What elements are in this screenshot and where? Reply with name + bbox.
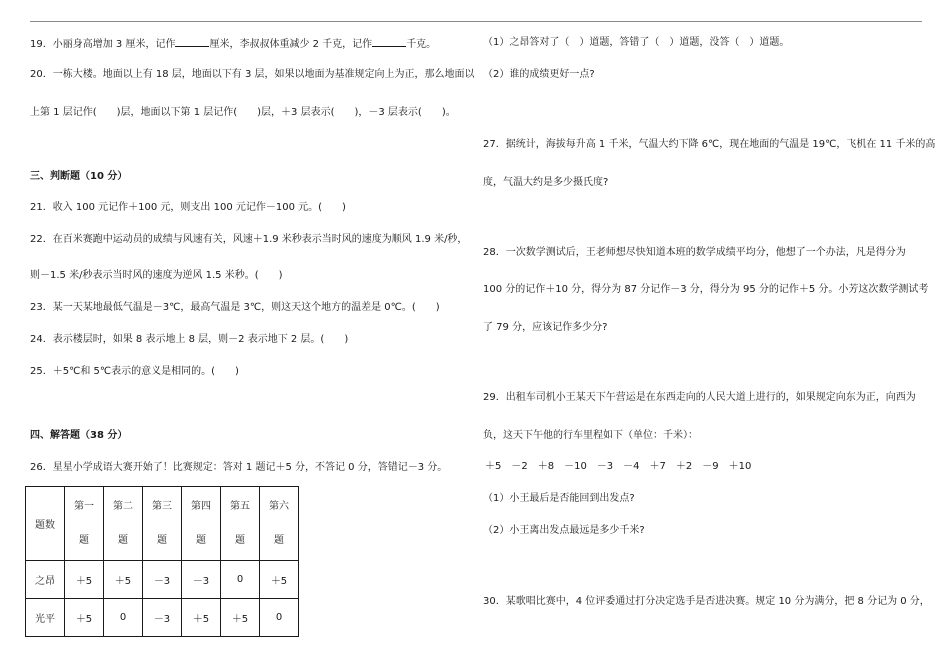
table-header-cell: 第二 题 bbox=[104, 487, 143, 561]
table-cell: ＋5 bbox=[65, 599, 104, 637]
question-30: 30．某歌唱比赛中，4 位评委通过打分决定选手是否进决赛。规定 10 分为满分，把 8 分记为 0 分， bbox=[483, 596, 930, 607]
table-row bbox=[26, 599, 299, 637]
table-header-cell: 第三 题 bbox=[143, 487, 182, 561]
question-29-line1: 29．出租车司机小王某天下午营运是在东西走向的人民大道上进行的，如果规定向东为正，向西为 bbox=[483, 392, 916, 403]
section-4-heading: 四、解答题（38 分） bbox=[30, 430, 128, 441]
q19-part-b: 厘米，李叔叔体重减少 2 千克，记作 bbox=[209, 39, 373, 50]
table-header-cell: 第五 题 bbox=[221, 487, 260, 561]
table-cell: 0 bbox=[221, 561, 260, 599]
question-27-line2: 度，气温大约是多少摄氏度? bbox=[483, 177, 609, 188]
table-cell: 0 bbox=[104, 599, 143, 637]
table-header-cell: 第一 题 bbox=[65, 487, 104, 561]
question-25: 25．＋5℃和 5℃表示的意义是相同的。( ) bbox=[30, 366, 239, 377]
top-rule bbox=[30, 21, 922, 22]
question-29-mileage-values: ＋5 －2 ＋8 －10 －3 －4 ＋7 ＋2 －9 ＋10 bbox=[485, 461, 752, 472]
question-22-line2: 则－1.5 米/秒表示当时风的速度为逆风 1.5 米秒。( ) bbox=[30, 270, 283, 281]
question-29-line2: 负，这天下午他的行车里程如下（单位：千米）： bbox=[483, 430, 698, 441]
table-cell: －3 bbox=[143, 561, 182, 599]
table-cell: ＋5 bbox=[221, 599, 260, 637]
question-20-line2: 上第 1 层记作( )层，地面以下第 1 层记作( )层，＋3 层表示( )，－3 层表示( )。 bbox=[30, 107, 456, 118]
score-table bbox=[25, 486, 299, 637]
question-19 bbox=[30, 36, 436, 52]
section-3-heading: 三、判断题（10 分） bbox=[30, 171, 128, 182]
question-29-part-1: （1）小王最后是否能回到出发点? bbox=[483, 493, 635, 504]
question-21: 21．收入 100 元记作＋100 元，则支出 100 元记作－100 元。( ) bbox=[30, 202, 346, 213]
table-header-row bbox=[26, 487, 299, 561]
question-29-part-2: （2）小王离出发点最远是多少千米? bbox=[483, 525, 645, 536]
q19-part-c: 千克。 bbox=[406, 39, 437, 50]
table-cell: 0 bbox=[260, 599, 299, 637]
question-28-line1: 28．一次数学测试后，王老师想尽快知道本班的数学成绩平均分，他想了一个办法，凡是得分为 bbox=[483, 247, 906, 258]
table-row bbox=[26, 561, 299, 599]
table-cell: ＋5 bbox=[104, 561, 143, 599]
table-corner-cell: 题数 bbox=[26, 487, 65, 561]
question-24: 24．表示楼层时，如果 8 表示地上 8 层，则－2 表示地下 2 层。( ) bbox=[30, 334, 349, 345]
table-cell: －3 bbox=[143, 599, 182, 637]
question-27-line1: 27．据统计，海拔每升高 1 千米，气温大约下降 6℃，现在地面的气温是 19℃，飞机在 11 千米的高 bbox=[483, 139, 936, 150]
question-28-line3: 了 79 分，应该记作多少分? bbox=[483, 322, 608, 333]
question-22-line1: 22．在百米赛跑中运动员的成绩与风速有关，风速＋1.9 米秒表示当时风的速度为顺风 1.9 米/秒， bbox=[30, 234, 468, 245]
question-20-line1: 20．一栋大楼。地面以上有 18 层，地面以下有 3 层，如果以地面为基准规定向上为正，那么地面以 bbox=[30, 69, 475, 80]
table-cell: －3 bbox=[182, 561, 221, 599]
question-26-part-2: （2）谁的成绩更好一点? bbox=[483, 69, 595, 80]
table-cell: ＋5 bbox=[260, 561, 299, 599]
answer-blank[interactable] bbox=[175, 36, 209, 47]
table-header-cell: 第四 题 bbox=[182, 487, 221, 561]
table-cell: ＋5 bbox=[182, 599, 221, 637]
table-row-label: 之昂 bbox=[26, 561, 65, 599]
question-26: 26．星星小学成语大赛开始了！比赛规定：答对 1 题记＋5 分，不答记 0 分，答错记－3 分。 bbox=[30, 462, 448, 473]
question-26-part-1: （1）之昂答对了（ ）道题，答错了（ ）道题，没答（ ）道题。 bbox=[483, 37, 790, 48]
table-cell: ＋5 bbox=[65, 561, 104, 599]
question-23: 23．某一天某地最低气温是－3℃，最高气温是 3℃，则这天这个地方的温差是 0℃。( ) bbox=[30, 302, 440, 313]
table-row-label: 光平 bbox=[26, 599, 65, 637]
q19-part-a: 19．小丽身高增加 3 厘米，记作 bbox=[30, 39, 176, 50]
answer-blank[interactable] bbox=[372, 36, 406, 47]
question-28-line2: 100 分的记作＋10 分，得分为 87 分记作－3 分，得分为 95 分的记作＋5 分。小芳这次数学测试考 bbox=[483, 284, 929, 295]
table-header-cell: 第六 题 bbox=[260, 487, 299, 561]
